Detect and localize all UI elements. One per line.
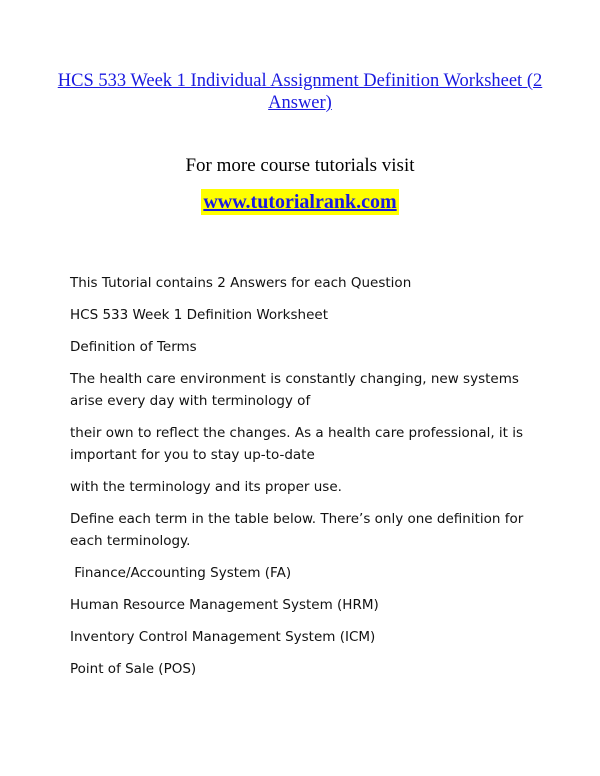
term-finance-accounting: Finance/Accounting System (FA) [70, 565, 292, 581]
intro-paragraph-continued: their own to reflect the changes. As a health care professional, it is important for you to stay up-to-date [70, 425, 524, 463]
term-inventory-control: Inventory Control Management System (ICM) [70, 629, 376, 645]
term-human-resource: Human Resource Management System (HRM) [70, 597, 379, 613]
instruction-paragraph: Define each term in the table below. There’s only one definition for each terminology. [70, 511, 524, 549]
website-link-container [40, 189, 560, 215]
term-point-of-sale: Point of Sale (POS) [70, 661, 197, 677]
website-link[interactable]: www.tutorialrank.com [203, 191, 397, 213]
worksheet-heading: HCS 533 Week 1 Definition Worksheet [70, 307, 328, 323]
definition-heading: Definition of Terms [70, 339, 197, 355]
document-title-link[interactable]: HCS 533 Week 1 Individual Assignment Definition Worksheet (2 Answer) [57, 71, 543, 113]
intro-paragraph: The health care environment is constantly changing, new systems arise every day with terminology of [70, 371, 519, 409]
tutorial-info-text: This Tutorial contains 2 Answers for each Question [70, 275, 412, 291]
intro-paragraph-end: with the terminology and its proper use. [70, 479, 342, 495]
visit-text: For more course tutorials visit [185, 155, 415, 176]
